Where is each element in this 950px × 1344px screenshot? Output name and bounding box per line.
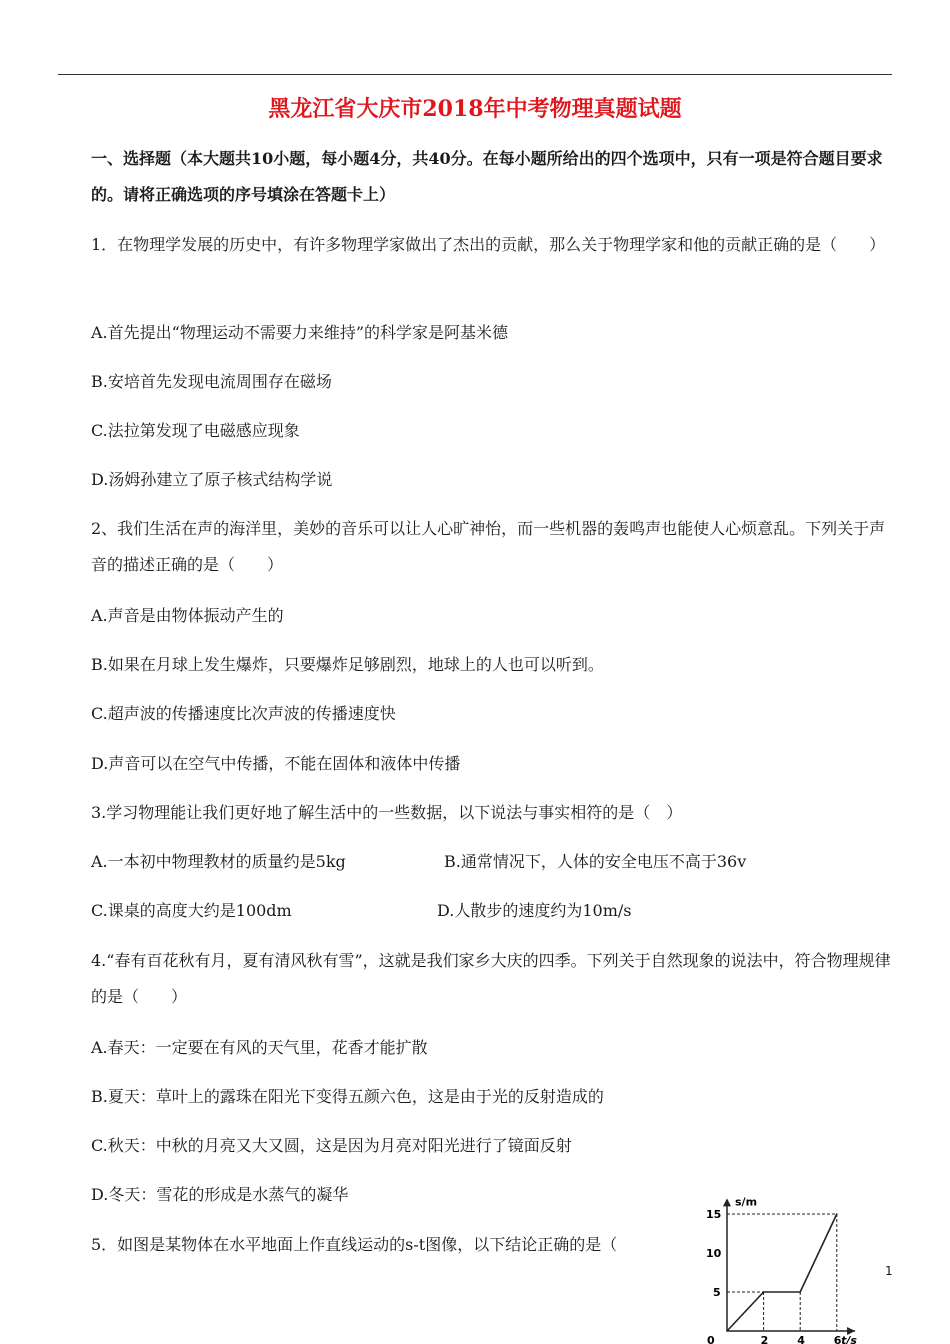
q2-option-a: A.声音是由物体振动产生的	[91, 606, 284, 625]
y-tick-label: 10	[706, 1247, 722, 1260]
question-5-stem: 5．如图是某物体在水平地面上作直线运动的s-t图像，以下结论正确的是（	[91, 1235, 618, 1254]
q2-option-b: B.如果在月球上发生爆炸，只要爆炸足够剧烈，地球上的人也可以听到。	[91, 655, 604, 674]
y-tick-label: 5	[713, 1286, 721, 1299]
q1-option-d: D.汤姆孙建立了原子核式结构学说	[91, 470, 333, 489]
question-3-stem: 3.学习物理能让我们更好地了解生活中的一些数据，以下说法与事实相符的是（ ）	[91, 803, 683, 822]
data-point	[726, 1330, 728, 1332]
q1-option-a: A.首先提出“物理运动不需要力来维持”的科学家是阿基米德	[91, 323, 509, 342]
y-tick-label: 15	[706, 1208, 722, 1221]
q1-option-c: C.法拉第发现了电磁感应现象	[91, 421, 300, 440]
page-title: 黑龙江省大庆市2018年中考物理真题试题	[268, 96, 682, 122]
x-tick-label: 6	[833, 1334, 842, 1344]
x-tick-label: 4	[797, 1334, 805, 1344]
q2-option-d: D.声音可以在空气中传播，不能在固体和液体中传播	[91, 754, 461, 773]
origin-label: 0	[707, 1334, 715, 1344]
q4-option-c: C.秋天：中秋的月亮又大又圆，这是因为月亮对阳光进行了镜面反射	[91, 1136, 572, 1155]
question-4-stem: 4.“春有百花秋有月，夏有清风秋有雪”，这就是我们家乡大庆的四季。下列关于自然现象的说法中，符合物理规律的是（ ）	[91, 951, 891, 1006]
x-tick-label: 2	[760, 1334, 769, 1344]
data-point	[799, 1291, 801, 1293]
q3-option-c: C.课桌的高度大约是100dm	[91, 901, 292, 920]
q3-option-d: D.人散步的速度约为10m/s	[437, 901, 632, 920]
q4-option-d: D.冬天：雪花的形成是水蒸气的凝华	[91, 1185, 349, 1204]
q3-option-b: B.通常情况下，人体的安全电压不高于36v	[444, 852, 747, 871]
y-axis-arrow	[723, 1198, 731, 1206]
q2-option-c: C.超声波的传播速度比次声波的传播速度快	[91, 704, 396, 723]
data-point	[763, 1291, 765, 1293]
question-2-stem: 2、我们生活在声的海洋里，美妙的音乐可以让人心旷神怡，而一些机器的轰鸣声也能使人心烦意乱。下列关于声音的描述正确的是（ ）	[91, 519, 886, 574]
header-rule	[58, 74, 892, 75]
data-point	[836, 1213, 838, 1215]
section-heading: 一、选择题（本大题共10小题，每小题4分，共40分。在每小题所给出的四个选项中，只有一项是符合题目要求的。请将正确选项的序号填涂在答题卡上）	[91, 149, 883, 204]
page-number: 1	[885, 1264, 893, 1278]
s-t-graph	[700, 1185, 885, 1344]
y-axis-label: s/m	[735, 1195, 758, 1209]
x-axis-label: t/s	[841, 1334, 857, 1344]
q3-option-a: A.一本初中物理教材的质量约是5kg	[91, 852, 346, 871]
q4-option-a: A.春天：一定要在有风的天气里，花香才能扩散	[91, 1038, 428, 1057]
question-1-stem: 1．在物理学发展的历史中，有许多物理学家做出了杰出的贡献，那么关于物理学家和他的贡献正确的是（ ）	[91, 235, 886, 254]
data-line	[727, 1214, 837, 1331]
q1-option-b: B.安培首先发现电流周围存在磁场	[91, 372, 332, 391]
q4-option-b: B.夏天：草叶上的露珠在阳光下变得五颜六色，这是由于光的反射造成的	[91, 1087, 604, 1106]
